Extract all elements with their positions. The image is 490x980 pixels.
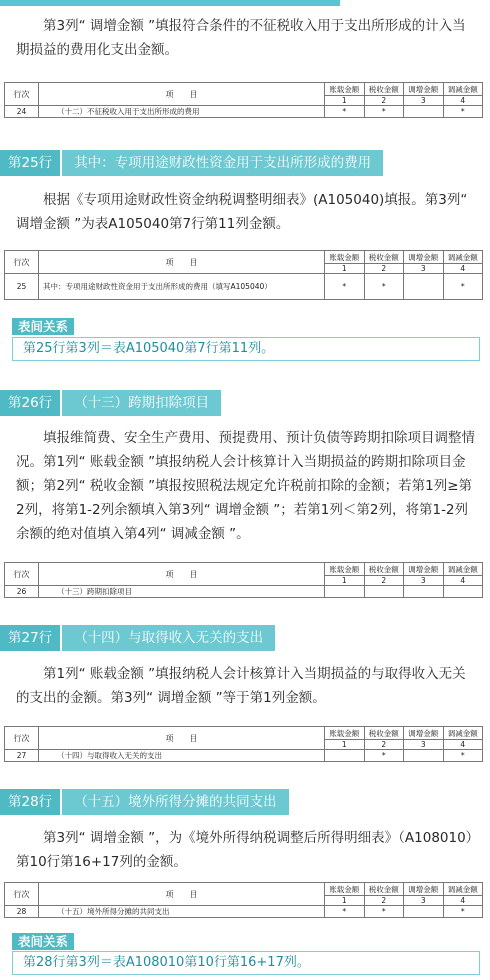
cell-2: * [364, 106, 404, 118]
row-item: （十五）境外所得分摊的共同支出 [39, 906, 325, 918]
section-25-text: 根据《专项用途财政性资金纳税调整明细表》(A105040)填报。第3列“ 调增金额 ”为表A105040第7行第11列金额。 [16, 192, 468, 232]
section-title: （十五）境外所得分摊的共同支出 [62, 789, 289, 815]
header-col-1: 账载金额 [325, 883, 365, 896]
header-col-4: 调减金额 [443, 251, 483, 264]
row-item: （十四）与取得收入无关的支出 [39, 750, 325, 762]
section-28-text: 第3列“ 调增金额 ”，为《境外所得纳税调整后所得明细表》（A108010）第10行第16+17列的金额。 [16, 830, 473, 870]
cell-4 [443, 586, 483, 598]
cell-1: * [325, 906, 365, 918]
cell-3 [404, 906, 444, 918]
header-num-1: 1 [325, 96, 365, 106]
header-num-1: 1 [325, 264, 365, 274]
row-item: （十三）跨期扣除项目 [39, 586, 325, 598]
table-row-27 [4, 726, 483, 762]
table-row-28 [4, 882, 483, 918]
header-num-3: 3 [404, 740, 444, 750]
relation-text: 第28行第3列＝表A108010第10行第16+17列。 [23, 955, 310, 970]
header-num-1: 1 [325, 576, 365, 586]
header-num-3: 3 [404, 896, 444, 906]
header-num-2: 2 [364, 576, 404, 586]
header-num-4: 4 [443, 740, 483, 750]
section-header-25 [0, 150, 383, 176]
section-27-text: 第1列“ 账载金额 ”填报纳税人会计核算计入当期损益的与取得收入无关的支出的金额。第3列“ 调增金额 ”等于第1列金额。 [16, 666, 466, 706]
section-header-26 [0, 390, 221, 416]
cell-3 [404, 750, 444, 762]
cell-4: * [443, 750, 483, 762]
section-28-paragraph [16, 826, 476, 874]
header-col-3: 调增金额 [404, 83, 444, 96]
header-col-2: 税收金额 [364, 83, 404, 96]
relation-box [12, 337, 480, 361]
relation-box [12, 951, 480, 975]
header-num-2: 2 [364, 96, 404, 106]
header-col-1: 账载金额 [325, 563, 365, 576]
header-num-2: 2 [364, 896, 404, 906]
table-row-24 [4, 82, 483, 118]
header-col-3: 调增金额 [404, 883, 444, 896]
header-col-1: 账载金额 [325, 83, 365, 96]
cell-4: * [443, 274, 483, 300]
section-title: 其中：专项用途财政性资金用于支出所形成的费用 [62, 150, 383, 176]
section-27-paragraph [16, 662, 476, 710]
table-row-25 [4, 250, 483, 300]
section-title: （十四）与取得收入无关的支出 [62, 625, 275, 651]
section-title: （十三）跨期扣除项目 [62, 390, 221, 416]
header-row-no: 行次 [5, 83, 39, 106]
cell-1: * [325, 106, 365, 118]
header-num-1: 1 [325, 740, 365, 750]
row-number: 24 [5, 106, 39, 118]
row-item: 其中：专项用途财政性资金用于支出所形成的费用（填写A105040） [39, 274, 325, 300]
section-26-paragraph [16, 426, 476, 546]
header-item: 项 目 [39, 727, 325, 750]
section-row-label: 第28行 [0, 789, 60, 815]
cell-1 [325, 586, 365, 598]
relation-label: 表间关系 [12, 933, 74, 950]
section-26-text: 填报维简费、安全生产费用、预提费用、预计负债等跨期扣除项目调整情况。第1列“ 账载金额 ”填报纳税人会计核算计入当期损益的跨期扣除项目金额；第2列“ 税收金额 ”填报按照税法规定允许税前扣除的金额；若第1列≥第2列，将第1-2列余额填入第3列“ 调增金额 ”；若第1列＜第2列，将第1-2列余额的绝对值填入第4列“ 调减金额 ”。 [16, 430, 475, 542]
header-col-4: 调减金额 [443, 727, 483, 740]
header-col-4: 调减金额 [443, 563, 483, 576]
cell-2: * [364, 274, 404, 300]
cell-3 [404, 106, 444, 118]
cell-2: * [364, 750, 404, 762]
header-col-3: 调增金额 [404, 563, 444, 576]
intro-paragraph [16, 14, 476, 62]
section-row-label: 第25行 [0, 150, 60, 176]
row-number: 28 [5, 906, 39, 918]
cell-2: * [364, 906, 404, 918]
cell-4: * [443, 106, 483, 118]
table-row-26 [4, 562, 483, 598]
header-col-4: 调减金额 [443, 83, 483, 96]
header-num-2: 2 [364, 740, 404, 750]
row-item: （十二）不征税收入用于支出所形成的费用 [39, 106, 325, 118]
header-num-3: 3 [404, 96, 444, 106]
header-col-2: 税收金额 [364, 883, 404, 896]
cell-3 [404, 274, 444, 300]
header-col-2: 税收金额 [364, 727, 404, 740]
header-row-no: 行次 [5, 883, 39, 906]
row-number: 26 [5, 586, 39, 598]
cell-1: * [325, 274, 365, 300]
row-number: 27 [5, 750, 39, 762]
header-row-no: 行次 [5, 251, 39, 274]
header-num-3: 3 [404, 264, 444, 274]
header-num-4: 4 [443, 264, 483, 274]
section-25-paragraph [16, 188, 476, 236]
header-col-2: 税收金额 [364, 251, 404, 264]
cell-2 [364, 586, 404, 598]
header-num-4: 4 [443, 576, 483, 586]
row-number: 25 [5, 274, 39, 300]
header-col-3: 调增金额 [404, 727, 444, 740]
cell-4: * [443, 906, 483, 918]
intro-text: 第3列“ 调增金额 ”填报符合条件的不征税收入用于支出所形成的计入当期损益的费用化支出金额。 [16, 18, 466, 58]
header-col-3: 调增金额 [404, 251, 444, 264]
cell-1 [325, 750, 365, 762]
header-row-no: 行次 [5, 727, 39, 750]
header-num-4: 4 [443, 96, 483, 106]
section-row-label: 第26行 [0, 390, 60, 416]
header-num-1: 1 [325, 896, 365, 906]
header-col-1: 账载金额 [325, 251, 365, 264]
section-header-27 [0, 625, 275, 651]
top-accent-strip [0, 0, 340, 6]
header-item: 项 目 [39, 883, 325, 906]
header-num-4: 4 [443, 896, 483, 906]
header-item: 项 目 [39, 83, 325, 106]
header-item: 项 目 [39, 251, 325, 274]
relation-label: 表间关系 [12, 318, 74, 335]
section-header-28 [0, 789, 289, 815]
cell-3 [404, 586, 444, 598]
header-num-2: 2 [364, 264, 404, 274]
header-item: 项 目 [39, 563, 325, 586]
header-col-2: 税收金额 [364, 563, 404, 576]
header-col-1: 账载金额 [325, 727, 365, 740]
section-row-label: 第27行 [0, 625, 60, 651]
header-num-3: 3 [404, 576, 444, 586]
header-col-4: 调减金额 [443, 883, 483, 896]
relation-text: 第25行第3列＝表A105040第7行第11列。 [23, 341, 275, 356]
header-row-no: 行次 [5, 563, 39, 586]
